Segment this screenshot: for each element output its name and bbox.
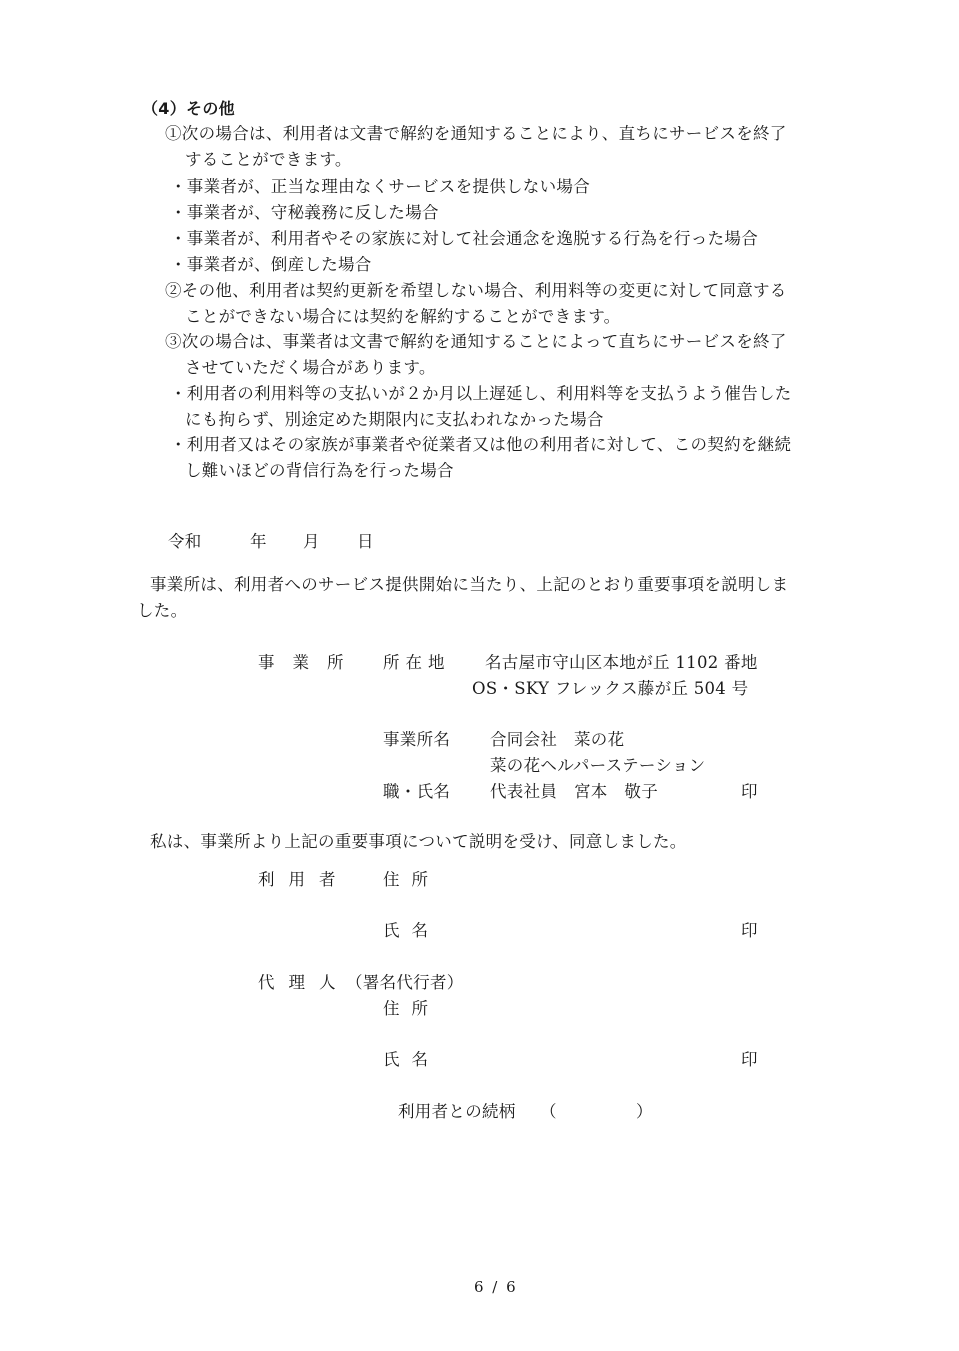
user-address-label: 住所 <box>383 870 440 889</box>
date-year: 年 <box>250 532 267 551</box>
agent-label: 代理人 <box>258 973 350 992</box>
office-seal-mark: 印 <box>741 782 758 801</box>
bullet-4: ・事業者が、倒産した場合 <box>170 255 372 274</box>
agent-name-label: 氏名 <box>383 1050 440 1069</box>
item-2-line-1: ②その他、利用者は契約更新を希望しない場合、利用料等の変更に対して同意する <box>165 281 787 300</box>
agent-address-label: 住所 <box>383 999 440 1018</box>
office-label: 事業所 <box>258 653 362 672</box>
item-3-line-1: ③次の場合は、事業者は文書で解約を通知することによって直ちにサービスを終了 <box>165 332 787 351</box>
office-address-line-1: 名古屋市守山区本地が丘 1102 番地 <box>485 653 758 672</box>
relationship-close-paren: ） <box>636 1102 653 1121</box>
office-representative: 代表社員 宮本 敬子 <box>490 782 658 801</box>
office-address-line-2: OS・SKY フレックス藤が丘 504 号 <box>472 679 749 698</box>
bullet-2: ・事業者が、守秘義務に反した場合 <box>170 203 439 222</box>
explanation-line-1: 事業所は、利用者へのサービス提供開始に当たり、上記のとおり重要事項を説明しま <box>150 575 789 594</box>
bullet-6-line-1: ・利用者又はその家族が事業者や従業者又は他の利用者に対して、この契約を継続 <box>170 435 792 454</box>
explanation-line-2: した。 <box>137 601 188 620</box>
consent-statement: 私は、事業所より上記の重要事項について説明を受け、同意しました。 <box>150 832 687 851</box>
office-name-line-2: 菜の花ヘルパーステーション <box>490 756 706 775</box>
item-1-line-2: することができます。 <box>185 150 352 169</box>
item-1-line-1: ①次の場合は、利用者は文書で解約を通知することにより、直ちにサービスを終了 <box>165 124 787 143</box>
date-day: 日 <box>357 532 374 551</box>
agent-seal-mark: 印 <box>741 1050 758 1069</box>
office-name-label: 事業所名 <box>383 730 451 749</box>
relationship-label: 利用者との続柄 <box>398 1102 516 1121</box>
relationship-open-paren: （ <box>540 1102 557 1121</box>
item-3-line-2: させていただく場合があります。 <box>185 358 436 377</box>
agent-label-note: （署名代行者） <box>346 973 464 992</box>
date-month: 月 <box>303 532 320 551</box>
bullet-3: ・事業者が、利用者やその家族に対して社会通念を逸脱する行為を行った場合 <box>170 229 758 248</box>
bullet-5-line-1: ・利用者の利用料等の支払いが２か月以上遅延し、利用料等を支払うよう催告した <box>170 384 792 403</box>
office-title-label: 職・氏名 <box>383 782 451 801</box>
user-label: 利用者 <box>258 870 350 889</box>
section-heading: （4）その他 <box>142 99 235 118</box>
page-number: 6 / 6 <box>474 1278 518 1296</box>
office-name-line-1: 合同会社 菜の花 <box>490 730 625 749</box>
bullet-5-line-2: にも拘らず、別途定めた期限内に支払われなかった場合 <box>185 410 604 429</box>
bullet-1: ・事業者が、正当な理由なくサービスを提供しない場合 <box>170 177 590 196</box>
office-address-label: 所在地 <box>383 653 451 672</box>
item-2-line-2: ことができない場合には契約を解約することができます。 <box>185 307 621 326</box>
bullet-6-line-2: し難いほどの背信行為を行った場合 <box>185 461 454 480</box>
user-seal-mark: 印 <box>741 921 758 940</box>
date-era: 令和 <box>168 532 202 551</box>
user-name-label: 氏名 <box>383 921 440 940</box>
